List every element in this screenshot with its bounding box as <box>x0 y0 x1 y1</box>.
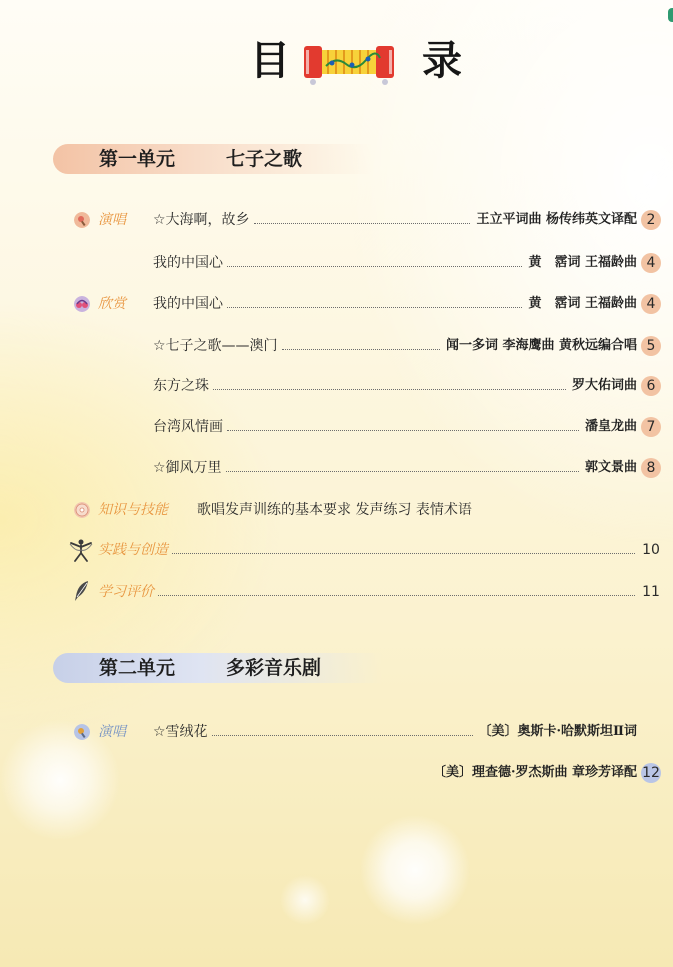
leader-dots <box>212 735 473 736</box>
leader-dots <box>158 595 635 596</box>
toc-entry[interactable] <box>153 376 661 396</box>
leader-dots <box>227 430 579 431</box>
unit-1-banner <box>53 144 373 174</box>
song-title: ☆七子之歌——澳门 <box>153 338 278 354</box>
cd-icon <box>74 502 90 518</box>
song-credits: 〔美〕奥斯卡·哈默斯坦Ⅱ词 <box>478 724 637 739</box>
toc-entry[interactable] <box>153 722 637 742</box>
toc-entry[interactable] <box>153 417 661 437</box>
leader-dots <box>226 471 579 472</box>
toc-entry[interactable] <box>153 294 661 314</box>
leader-dots <box>172 553 635 554</box>
knowledge-topics[interactable]: 歌唱发声训练的基本要求 发声练习 表情术语 <box>197 502 472 518</box>
page-number: 11 <box>642 584 660 600</box>
song-title: 东方之珠 <box>153 378 209 394</box>
unit-1-number: 第一单元 <box>99 148 176 170</box>
song-title: ☆御风万里 <box>153 460 222 476</box>
toc-entry-practice[interactable] <box>98 540 661 560</box>
unit-1-practice-label: 实践与创造 <box>98 542 168 558</box>
song-credits-2: 〔美〕理查德·罗杰斯曲 章珍芳译配 <box>432 765 637 780</box>
accordion-icon <box>302 36 396 88</box>
page-number: 2 <box>641 210 661 230</box>
listening-icon <box>74 296 90 312</box>
song-credits: 闻一多词 李海鹰曲 黄秋远编合唱 <box>445 338 637 353</box>
song-title: ☆雪绒花 <box>153 724 208 740</box>
singing-icon <box>74 724 90 740</box>
leader-dots <box>213 389 566 390</box>
page-number: 10 <box>642 542 660 558</box>
unit-1-listen-label: 欣赏 <box>98 296 126 312</box>
song-title: 我的中国心 <box>153 255 223 271</box>
toc-entry[interactable] <box>153 253 661 273</box>
quill-icon <box>72 580 90 602</box>
unit-1-knowledge-label: 知识与技能 <box>98 502 168 518</box>
leader-dots <box>227 307 522 308</box>
leader-dots <box>282 349 440 350</box>
title-right-char: 录 <box>422 38 462 84</box>
unit-2-number: 第二单元 <box>99 657 176 679</box>
toc-entry[interactable] <box>153 336 661 356</box>
singing-icon <box>74 212 90 228</box>
page-number: 7 <box>641 417 661 437</box>
unit-2-sing-label: 演唱 <box>98 724 126 740</box>
leader-dots <box>254 223 471 224</box>
song-credits: 罗大佑词曲 <box>571 378 637 393</box>
title-left-char: 目 <box>250 38 290 84</box>
page-number: 6 <box>641 376 661 396</box>
page-number: 4 <box>641 253 661 273</box>
song-credits: 黄 霑词 王福龄曲 <box>528 296 637 311</box>
song-title: ☆大海啊，故乡 <box>153 212 250 228</box>
page-number: 8 <box>641 458 661 478</box>
toc-entry[interactable] <box>153 458 661 478</box>
unit-1-evaluate-label: 学习评价 <box>98 584 154 600</box>
leader-dots <box>227 266 522 267</box>
page-number: 12 <box>642 765 660 781</box>
toc-entry[interactable] <box>153 210 661 230</box>
dancer-icon <box>68 538 94 562</box>
song-title: 台湾风情画 <box>153 419 223 435</box>
unit-2-name: 多彩音乐剧 <box>226 657 322 679</box>
page-number: 4 <box>641 294 661 314</box>
song-credits: 郭文景曲 <box>584 460 637 475</box>
toc-entry-evaluate[interactable] <box>98 582 661 602</box>
toc-entry-continued[interactable] <box>390 763 661 783</box>
unit-2-banner <box>53 653 383 683</box>
song-title: 我的中国心 <box>153 296 223 312</box>
page-edge-tab <box>668 8 673 22</box>
song-credits: 潘皇龙曲 <box>584 419 637 434</box>
page-number: 5 <box>641 336 661 356</box>
song-credits: 黄 霑词 王福龄曲 <box>528 255 637 270</box>
song-credits: 王立平词曲 杨传纬英文译配 <box>476 212 637 227</box>
unit-1-sing-label: 演唱 <box>98 212 126 228</box>
unit-1-name: 七子之歌 <box>226 148 303 170</box>
